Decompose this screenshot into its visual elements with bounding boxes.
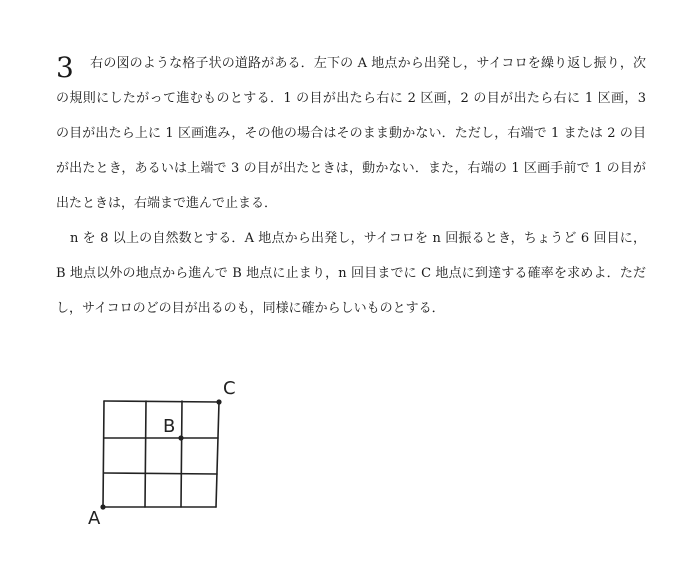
label-c: C [223, 378, 236, 399]
problem-paragraph-2 [56, 221, 646, 326]
grid-line-v-left [103, 401, 104, 507]
problem-paragraph-1-text: 右の図のような格子状の道路がある．左下の A 地点から出発し，サイコロを繰り返し振り，次の規則にしたがって進むものとする．1 の目が出たら右に 2 区画，2 の目が出たら右に 1 区画，3 の目が出たら上に 1 区画進み，その他の場合はそのまま動かない．ただし，右端で 1 または 2 の目が出たとき，あるいは上端で 3 の目が出たときは，動かない．また，右端の 1 区画手前で 1 の目が出たときは，右端まで進んで止まる． [56, 56, 646, 211]
grid-diagram [86, 376, 256, 536]
problem-paragraph-1 [56, 46, 646, 221]
point-b-dot [178, 435, 183, 440]
label-a: A [88, 508, 101, 529]
grid-line-v-3 [181, 401, 182, 507]
grid-line-v-2 [145, 401, 146, 507]
grid-line-h-3 [104, 473, 217, 474]
point-a-dot [100, 504, 105, 509]
label-b: B [163, 416, 176, 437]
grid-line-h-top [104, 401, 219, 402]
point-c-dot [216, 399, 221, 404]
problem-number: 3 [56, 51, 74, 84]
grid-line-v-right [216, 402, 219, 507]
problem-block [56, 46, 646, 326]
grid-figure [86, 376, 256, 536]
problem-paragraph-2-text: n を 8 以上の自然数とする．A 地点から出発し，サイコロを n 回振るとき，ちょうど 6 回目に，B 地点以外の地点から進んで B 地点に止まり，n 回目までに C 地点に到達する確率を求めよ．ただし，サイコロのどの目が出るのも，同様に確からしいものとする． [56, 231, 646, 316]
